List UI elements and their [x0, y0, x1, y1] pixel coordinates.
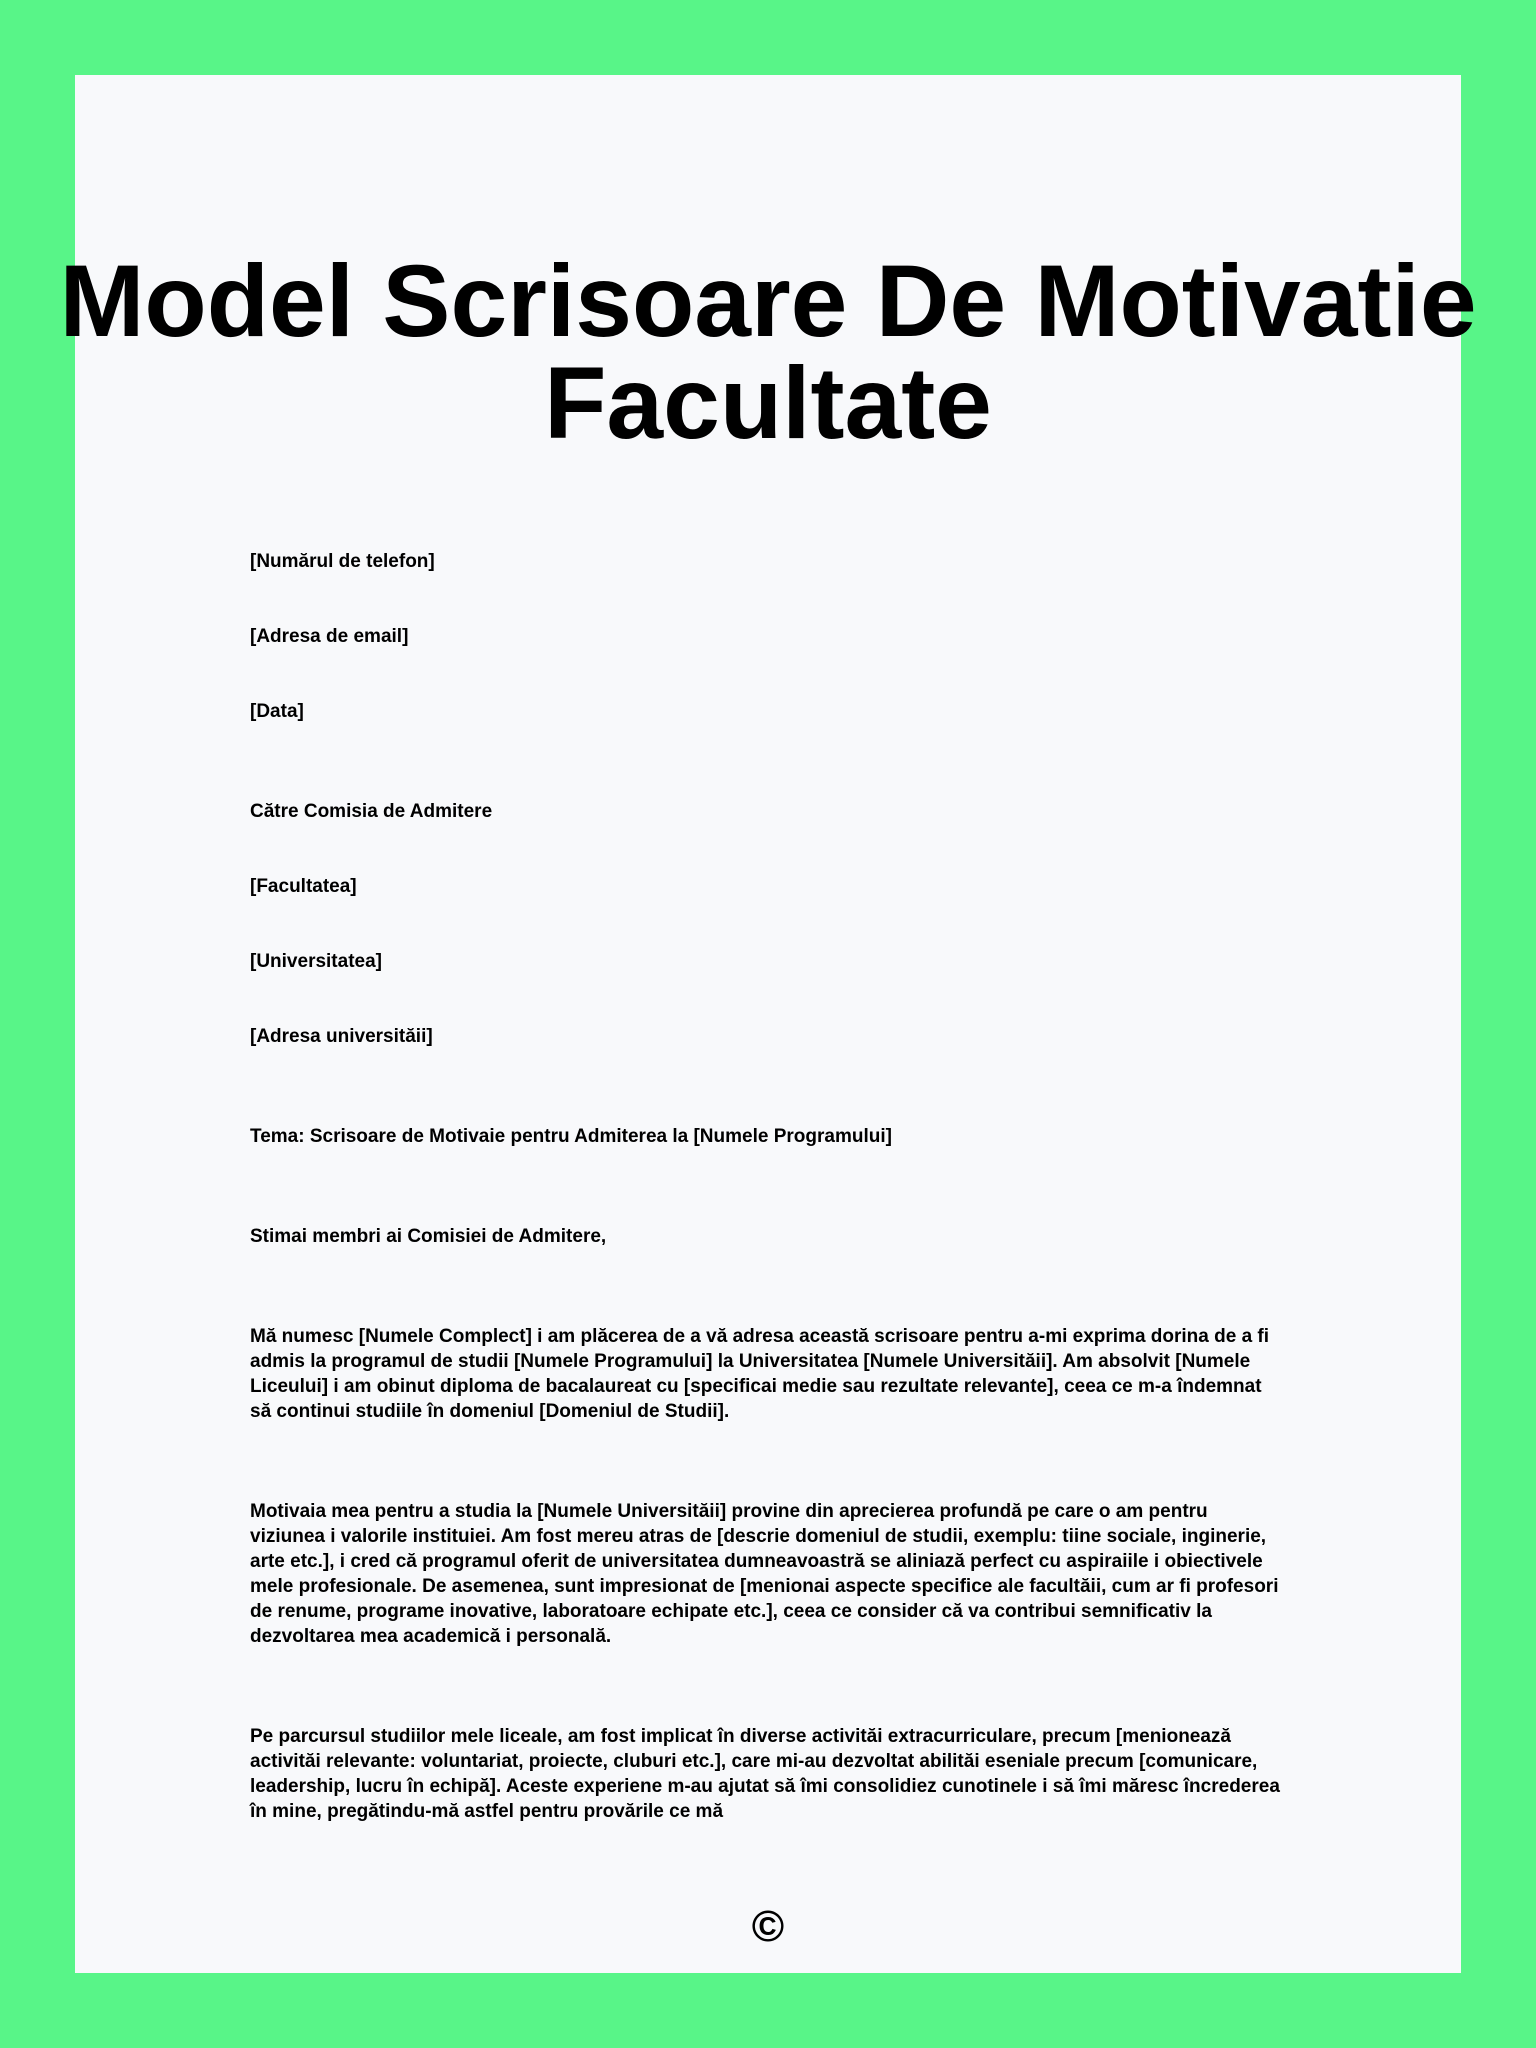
- document-title-line-2: Facultate: [544, 346, 992, 460]
- letter-date: [Data]: [250, 701, 304, 722]
- document-title-line-1: Model Scrisoare De Motivatie: [59, 244, 1477, 358]
- letter-subject: Tema: Scrisoare de Motivaie pentru Admiterea la [Numele Programului]: [250, 1126, 892, 1147]
- letter-paragraph-3: Pe parcursul studiilor mele liceale, am fost implicat în diverse activităi extracurriculare, precum [menionează activităi relevante: voluntariat, proiecte, cluburi etc.], care mi-au dezvoltat abilităi eseniale precum [comunicare, leadership, lucru în echipă]. Aceste experiene m-au ajutat să îmi consolidiez cunotinele i să îmi măresc încrederea în mine, pregătindu-mă astfel pentru provările ce mă: [250, 1726, 1280, 1822]
- copyright-icon: ©: [751, 1902, 785, 1951]
- recipient-faculty: [Facultatea]: [250, 876, 357, 897]
- letter-paragraph-1: Mă numesc [Numele Complect] i am plăcerea de a vă adresa această scrisoare pentru a-mi exprima dorina de a fi admis la programul de studii [Numele Programului] la Universitatea [Numele Universităii]. Am absolvit [Numele Liceului] i am obinut diploma de bacalaureat cu [specificai medie sau rezultate relevante], ceea ce m-a îndemnat să continui studiile în domeniul [Domeniul de Studii].: [250, 1326, 1270, 1422]
- document-title: [0, 244, 1536, 460]
- recipient-university: [Universitatea]: [250, 951, 382, 972]
- sender-email: [Adresa de email]: [250, 626, 409, 647]
- sender-phone: [Numărul de telefon]: [250, 551, 435, 572]
- letter-salutation: Stimai membri ai Comisiei de Admitere,: [250, 1226, 607, 1247]
- recipient-address: [Adresa universităii]: [250, 1026, 433, 1047]
- letter-paragraph-2: Motivaia mea pentru a studia la [Numele Universităii] provine din aprecierea profundă pe care o am pentru viziunea i valorile instituiei. Am fost mereu atras de [descrie domeniul de studii, exemplu: tiine sociale, inginerie, arte etc.], i cred că programul oferit de universitatea dumneavoastră se aliniază perfect cu aspiraiile i obiectivele mele profesionale. De asemenea, sunt impresionat de [menionai aspecte specifice ale facultăii, cum ar fi profesori de renume, programe inovative, laboratoare echipate etc.], ceea ce consider că va contribui semnificativ la dezvoltarea mea academică i personală.: [250, 1501, 1279, 1647]
- recipient-line: Către Comisia de Admitere: [250, 801, 493, 822]
- letter-body: [250, 549, 1286, 1824]
